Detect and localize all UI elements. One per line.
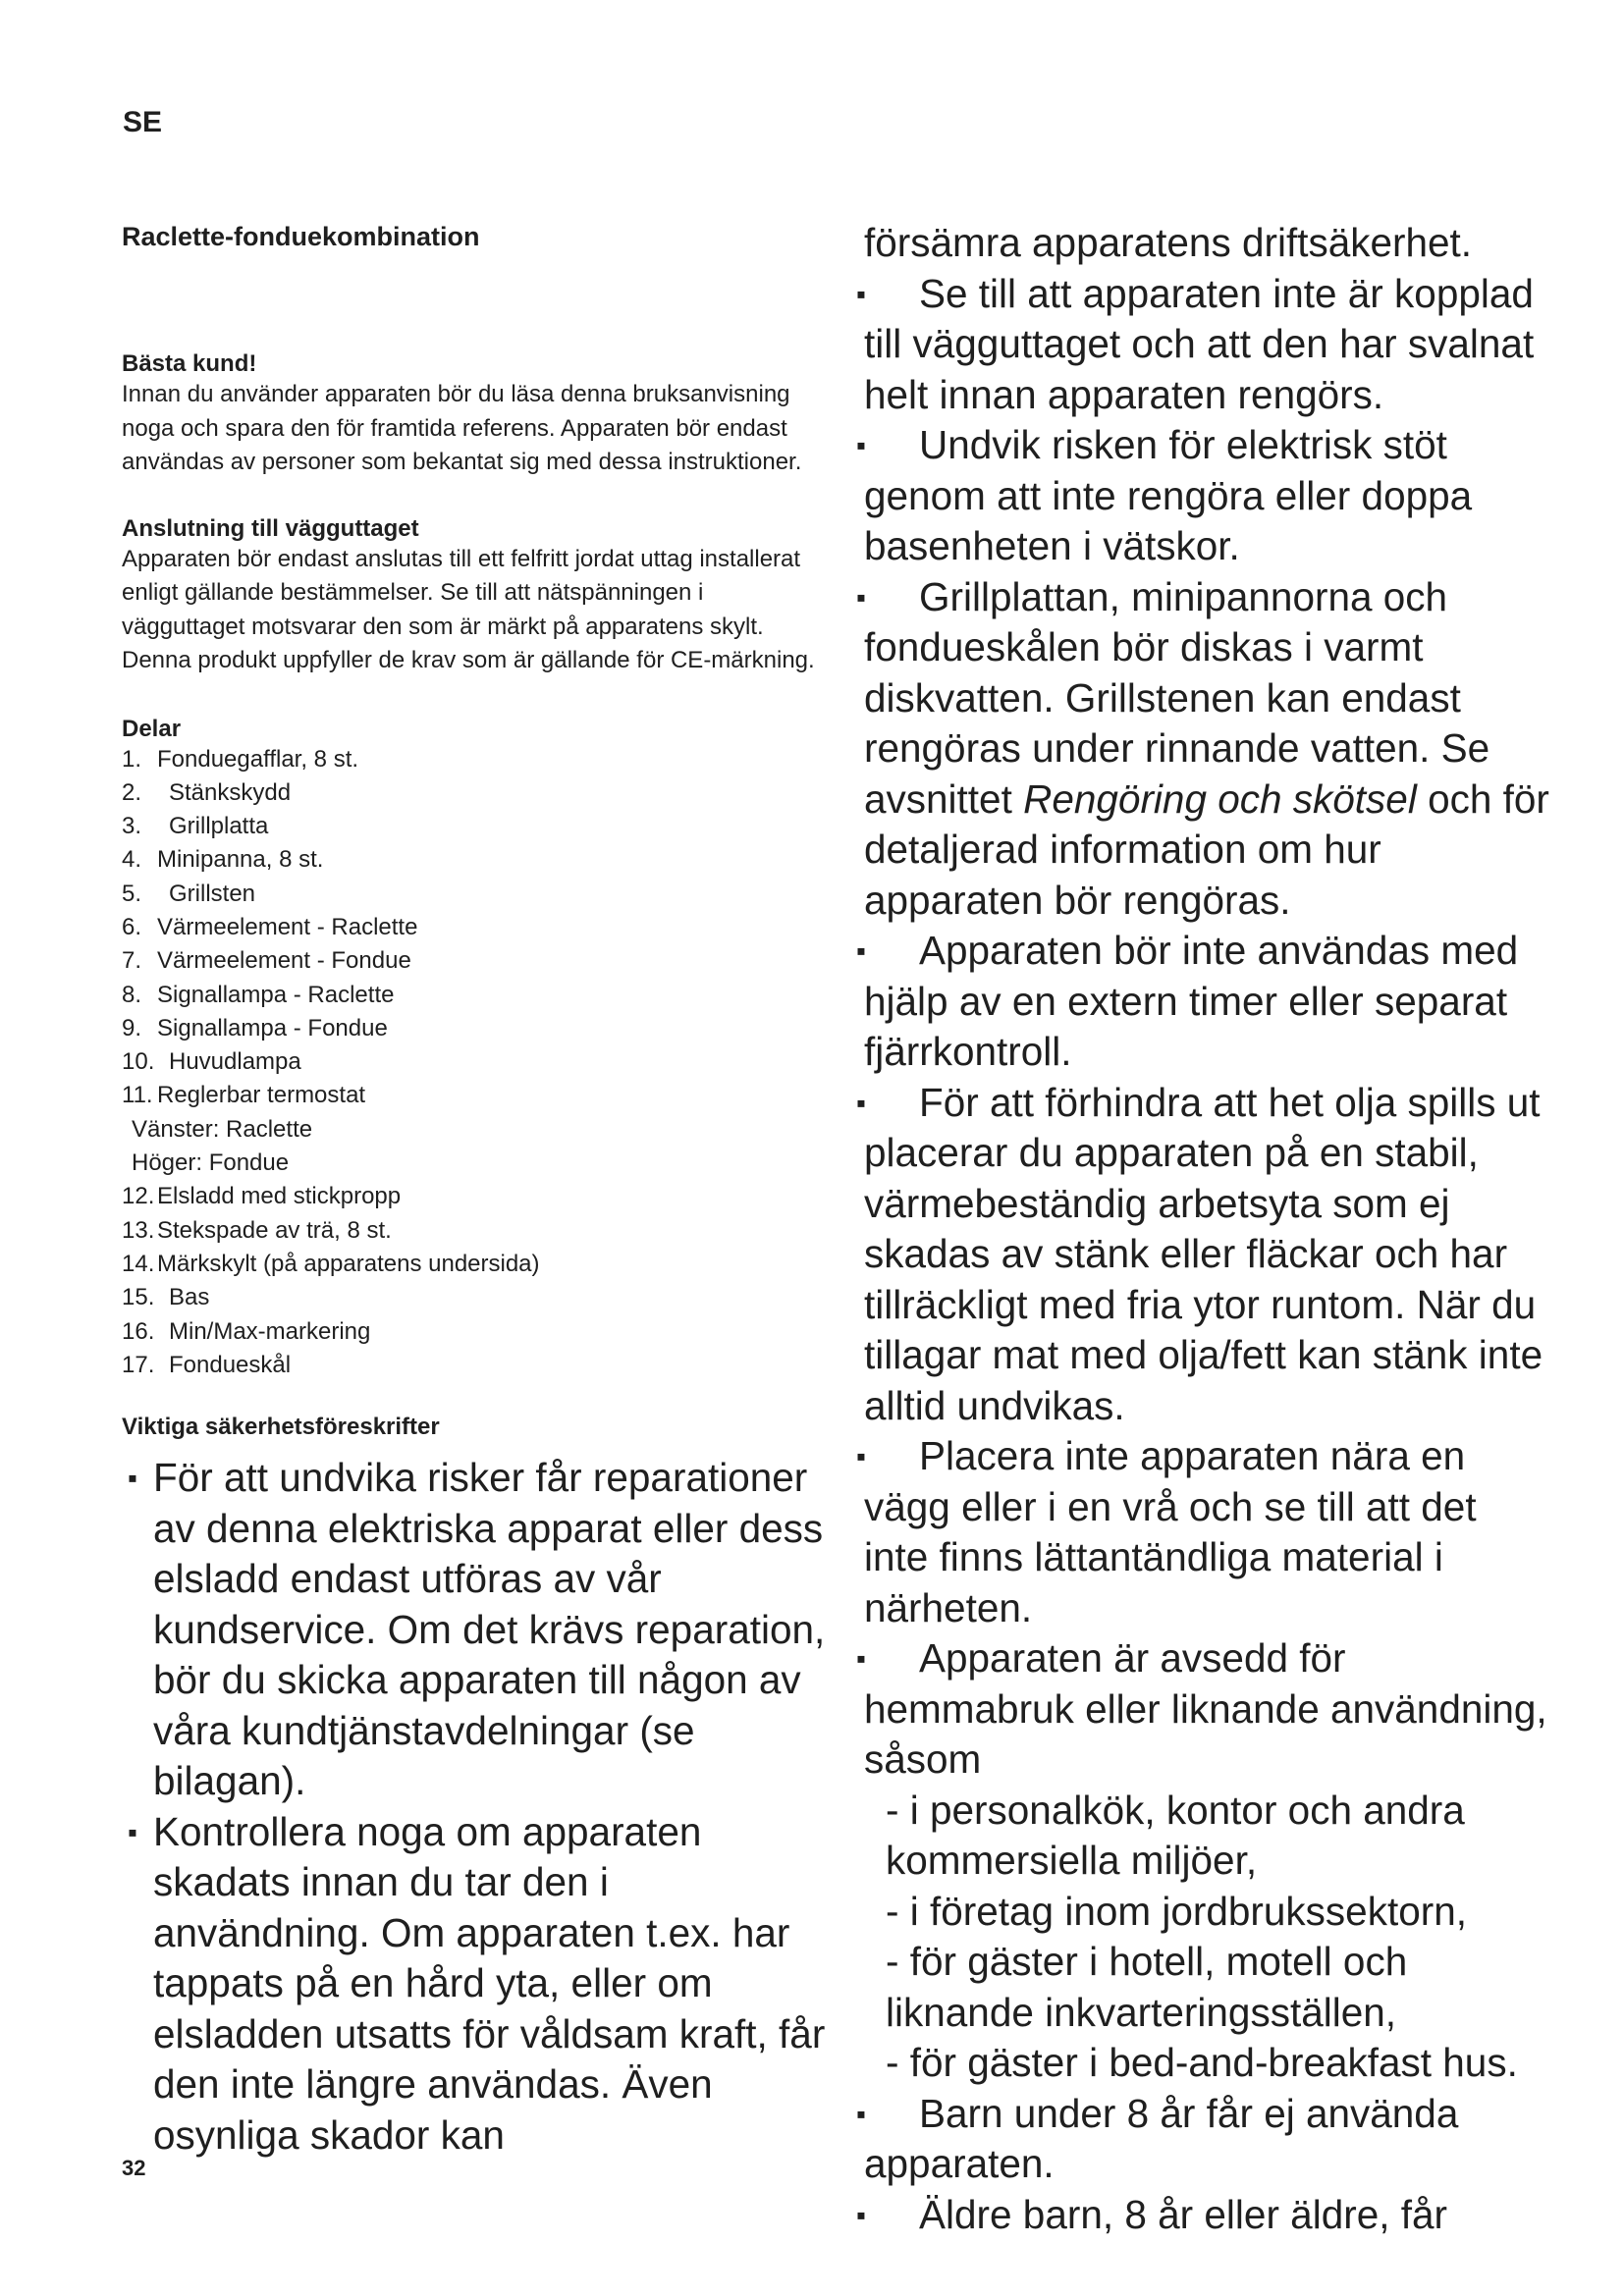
- sublist-item: - i personalkök, kontor och andra kommersiella miljöer,: [886, 1787, 1465, 1883]
- list-item: ▪ Se till att apparaten inte är kopplad till vägguttaget och att den har svalnat helt innan apparaten rengörs.: [856, 270, 1535, 417]
- parts-item: 1. Fonduegafflar, 8 st.: [122, 745, 359, 773]
- list-item: ▪ Barn under 8 år får ej använda apparaten.: [856, 2090, 1459, 2186]
- connection-heading: Anslutning till vägguttaget: [122, 514, 419, 542]
- parts-item: 7. Värmeelement - Fondue: [122, 947, 411, 975]
- thermostat-right: Höger: Fondue: [132, 1149, 290, 1177]
- parts-item: 10. Huvudlampa: [122, 1048, 301, 1076]
- bullet-icon: ▪: [128, 1816, 137, 1847]
- list-item: ▪ Äldre barn, 8 år eller äldre, får: [864, 2190, 1551, 2241]
- language-code: SE: [123, 106, 163, 138]
- bullet-icon: ▪: [856, 2098, 866, 2129]
- list-item: ▪ Apparaten bör inte användas med hjälp av en extern timer eller separat fjärrkontroll.: [856, 928, 1519, 1074]
- list-item: ▪ För att undvika risker får reparationer av denna elektriska apparat eller dess elsladd endast utföras av vår kundservice. Om det krävs reparation, bör du skicka apparaten till någon av våra kundtjänstavdelningar (se bilagan).: [128, 1455, 826, 1804]
- parts-heading: Delar: [122, 715, 182, 742]
- bullet-icon: ▪: [856, 2199, 866, 2230]
- bullet-icon: ▪: [856, 935, 866, 966]
- greeting-text: Innan du använder apparaten bör du läsa denna bruksanvisning noga och spara den för framtida referens. Apparaten bör endast användas av personer som bekantat sig med dessa instruktioner.: [122, 381, 802, 475]
- bullet-icon: ▪: [856, 1087, 866, 1118]
- greeting-section: [122, 350, 829, 480]
- list-item: ▪ Placera inte apparaten nära en vägg eller i en vrå och se till att det inte finns lättantändliga material i närheten.: [856, 1433, 1477, 1630]
- parts-item: 12. Elsladd med stickpropp: [122, 1183, 402, 1210]
- parts-item: 17. Fondueskål: [122, 1351, 292, 1378]
- safety-list-continued: [856, 269, 1551, 2241]
- safety-heading: Viktiga säkerhetsföreskrifter: [122, 1414, 440, 1441]
- connection-section: [122, 515, 829, 678]
- parts-item: 15. Bas: [122, 1284, 210, 1311]
- parts-item: 9. Signallampa - Fondue: [122, 1014, 388, 1041]
- parts-item: 4. Minipanna, 8 st.: [122, 846, 324, 874]
- greeting-heading: Bästa kund!: [122, 350, 257, 377]
- bullet-icon: ▪: [856, 1441, 866, 1471]
- list-item: ▪ Apparaten är avsedd för hemmabruk eller liknande användning, såsom - i personalkök, kontor och andra kommersiella miljöer, - i företag inom jordbrukssektorn, - för gäster i hotell, motell och liknande inkvarteringsställen, - för gäster i bed-and-breakfast hus.: [864, 1633, 1551, 2089]
- sublist-item: - för gäster i bed-and-breakfast hus.: [886, 2040, 1518, 2085]
- bullet-icon: ▪: [856, 430, 866, 460]
- safety-list: [122, 1453, 829, 2161]
- connection-text: Apparaten bör endast anslutas till ett felfritt jordat uttag installerat enligt gällande bestämmelser. Se till att nätspänningen i vägguttaget motsvarar den som är märkt på apparatens skylt. Denna produkt uppfyller de krav som är gällande för CE-märkning.: [122, 545, 815, 673]
- list-item: ▪ Undvik risken för elektrisk stöt genom att inte rengöra eller doppa basenheten i vätskor.: [856, 422, 1473, 568]
- page-title: Raclette-fonduekombination: [122, 222, 480, 251]
- parts-item: 13. Stekspade av trä, 8 st.: [122, 1216, 392, 1244]
- bullet-icon: ▪: [856, 278, 866, 309]
- parts-item: 14. Märkskylt (på apparatens undersida): [122, 1250, 540, 1277]
- bullet-icon: ▪: [128, 1463, 137, 1494]
- continuation-text: försämra apparatens driftsäkerhet.: [864, 220, 1473, 265]
- parts-item: 11. Reglerbar termostat: [122, 1082, 366, 1109]
- right-column: [856, 218, 1551, 2240]
- parts-list: [122, 743, 829, 1383]
- parts-item: 3. Grillplatta: [122, 813, 269, 840]
- parts-item: 5. Grillsten: [122, 880, 256, 907]
- sublist-item: - i företag inom jordbrukssektorn,: [886, 1888, 1467, 1934]
- left-column: [122, 222, 829, 2161]
- household-sublist: [864, 1786, 1551, 2089]
- parts-item: 6. Värmeelement - Raclette: [122, 913, 418, 940]
- parts-item: 8. Signallampa - Raclette: [122, 981, 395, 1008]
- bullet-icon: ▪: [856, 1643, 866, 1674]
- list-item: ▪ Grillplattan, minipannorna och fondueskålen bör diskas i varmt diskvatten. Grillstenen kan endast rengöras under rinnande vatten. Se avsnittet Rengöring och skötsel och för detaljerad information om hur apparaten bör rengöras.: [856, 573, 1549, 923]
- bullet-icon: ▪: [856, 581, 866, 613]
- thermostat-left: Vänster: Raclette: [132, 1115, 313, 1143]
- list-item: ▪ För att förhindra att het olja spills ut placerar du apparaten på en stabil, värmebeständig arbetsyta som ej skadas av stänk eller fläckar och har tillräckligt med fria ytor runtom. När du tillagar mat med olja/fett kan stänk inte alltid undvikas.: [856, 1079, 1543, 1428]
- parts-item: 16. Min/Max-markering: [122, 1317, 371, 1345]
- sublist-item: - för gäster i hotell, motell och liknande inkvarteringsställen,: [886, 1939, 1408, 2035]
- parts-item: 2. Stänkskydd: [122, 778, 292, 806]
- list-item: ▪ Kontrollera noga om apparaten skadats innan du tar den i användning. Om apparaten t.ex. har tappats på en hård yta, eller om elsladden utsatts för våldsam kraft, får den inte längre användas. Även osynliga skador kan: [128, 1808, 826, 2158]
- section-reference: Rengöring och skötsel: [1023, 775, 1417, 822]
- parts-section: [122, 716, 829, 1383]
- safety-section: [122, 1414, 829, 2161]
- page-number: 32: [122, 2156, 146, 2180]
